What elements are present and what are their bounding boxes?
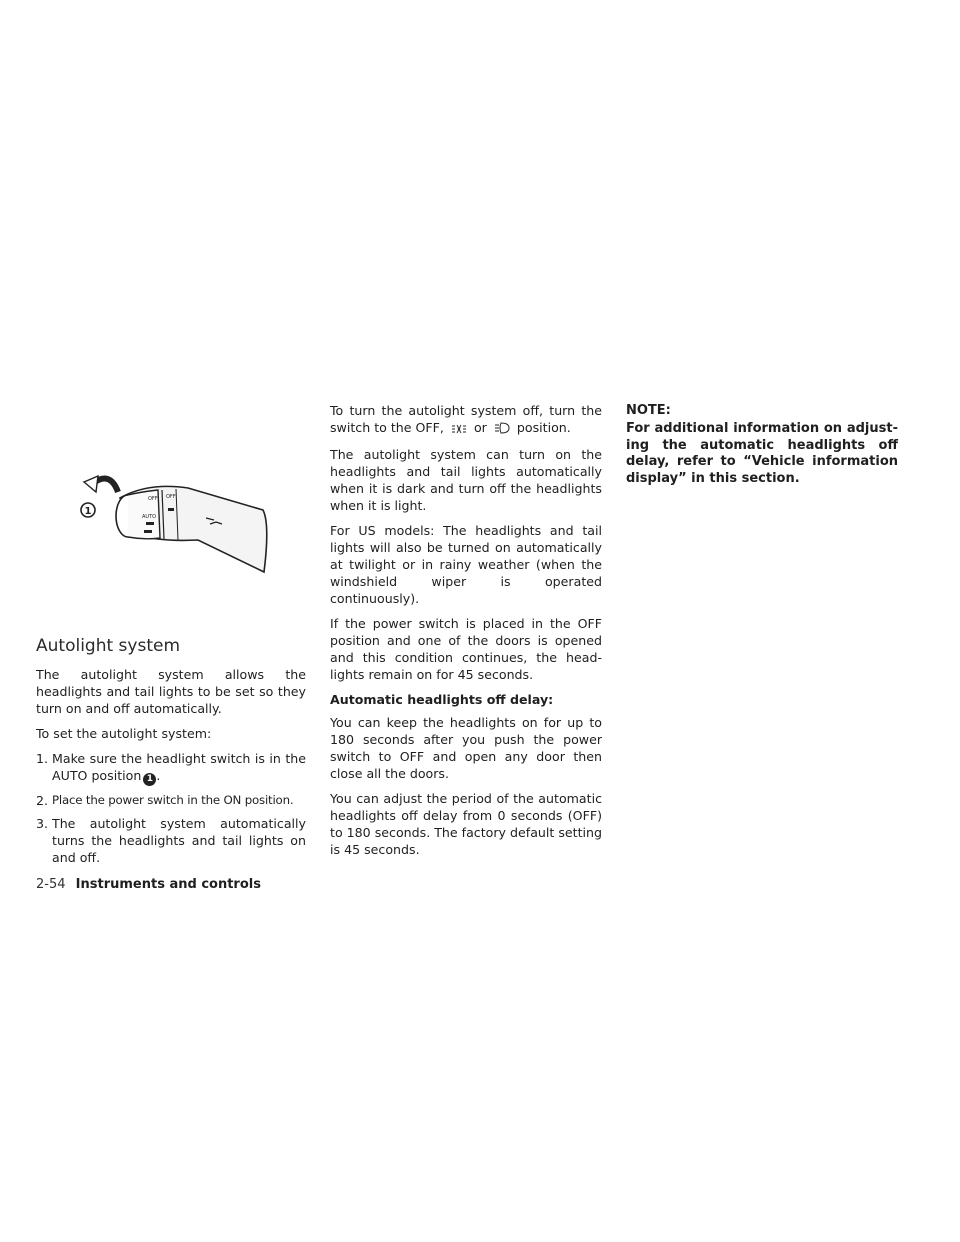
figure-label-auto: AUTO [142, 514, 157, 520]
headlight-switch-illustration [78, 462, 278, 582]
step-1-text: Make sure the headlight switch is in the AUTO position [52, 751, 306, 783]
headlight-switch-drawing [78, 462, 278, 582]
step-1 [36, 750, 306, 786]
step-2-number: 2. [36, 793, 49, 808]
figure-label-off-2: OFF [166, 494, 176, 500]
paragraph-us-models: For US models: The headlights and tail lights will also be turned on automatically at twilight or in rainy weather (when the windshield wiper is operated continuously). [330, 523, 602, 606]
page-number: 2-54 [36, 877, 66, 892]
step-3-number: 3. [36, 816, 49, 831]
turn-off-or: or [473, 420, 487, 435]
right-column [626, 402, 898, 495]
middle-column [330, 402, 602, 866]
step-2-text: Place the power switch in the ON position. [52, 793, 294, 807]
note-body: For additional information on adjust-ing the automatic headlights off delay, refer to “Vehicle information display” in this section. [626, 421, 898, 486]
figure-callout-1: 1 [84, 506, 92, 517]
set-heading: To set the autolight system: [36, 726, 212, 741]
section-title: Autolight system [36, 636, 181, 656]
left-column [36, 636, 306, 872]
callout-1-icon: 1 [143, 773, 156, 786]
step-2 [36, 792, 306, 809]
step-1-number: 1. [36, 751, 49, 766]
intro-paragraph: The autolight system allows the headlights and tail lights to be set so they turn on and off automatically. [36, 667, 306, 716]
turn-off-paragraph [330, 402, 602, 438]
page-footer [36, 877, 261, 892]
paragraph-keep-on: You can keep the headlights on for up to 180 seconds after you push the power switch to OFF and open any door then close all the doors. [330, 715, 602, 781]
turn-off-text-a: To turn the autolight system off, turn the switch to the OFF, [330, 403, 602, 435]
headlight-icon [494, 421, 510, 438]
paragraph-dark-light: The autolight system can turn on the headlights and tail lights automatically when it is dark and turn off the headlights when it is light. [330, 447, 602, 513]
step-3 [36, 815, 306, 866]
step-1-text-wrap: Make sure the headlight switch is in the AUTO position 1 . [52, 751, 306, 784]
note-title: NOTE: [626, 403, 671, 418]
side-lights-icon [451, 421, 467, 438]
paragraph-power-switch: If the power switch is placed in the OFF position and one of the doors is opened and this condition continues, the head-lights remain on for 45 seconds. [330, 616, 602, 682]
chapter-title: Instruments and controls [75, 877, 261, 892]
step-3-text: The autolight system automatically turns the headlights and tail lights on and off. [52, 816, 306, 865]
figure-label-off: OFF [148, 496, 158, 502]
turn-off-text-b: position. [516, 420, 571, 435]
off-delay-subheading: Automatic headlights off delay: [330, 692, 554, 707]
paragraph-adjust-period: You can adjust the period of the automatic headlights off delay from 0 seconds (OFF) to 180 seconds. The factory default setting is 45 seconds. [330, 791, 602, 857]
